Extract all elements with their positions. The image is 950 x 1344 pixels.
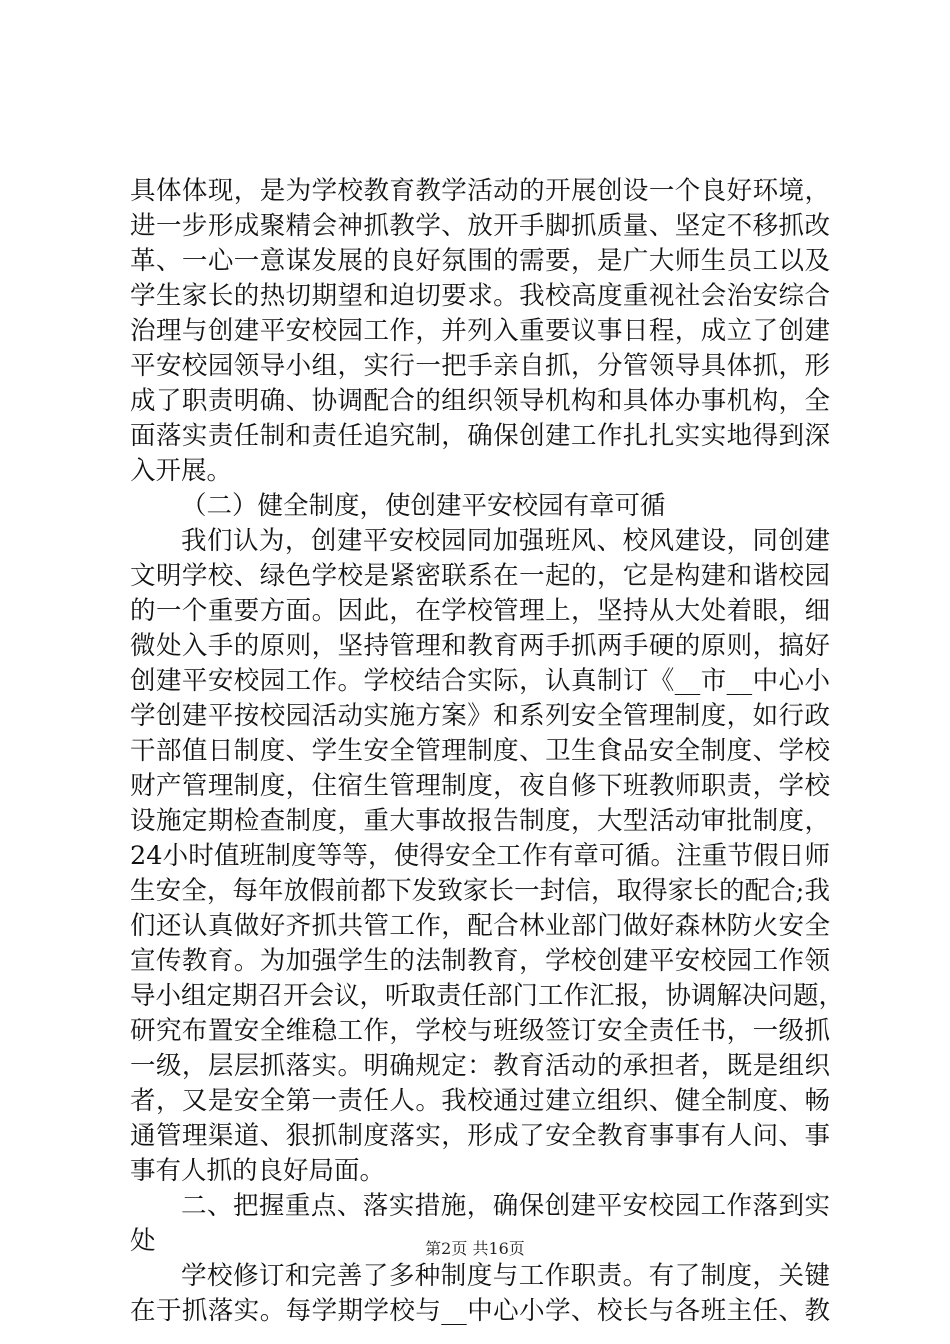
text-line: 导小组定期召开会议，听取责任部门工作汇报，协调解决问题， bbox=[130, 981, 845, 1011]
text-line: 学生家长的热切期望和迫切要求。我校高度重视社会治安综合 bbox=[130, 281, 830, 311]
text-line: 文明学校、绿色学校是紧密联系在一起的，它是构建和谐校园 bbox=[130, 561, 830, 591]
text-line: 一级，层层抓落实。明确规定：教育活动的承担者，既是组织 bbox=[130, 1051, 830, 1081]
section-heading: （二）健全制度，使创建平安校园有章可循 bbox=[181, 491, 666, 521]
text-line: 学创建平按校园活动实施方案》和系列安全管理制度，如行政 bbox=[130, 701, 830, 731]
text-line: 24小时值班制度等等，使得安全工作有章可循。注重节假日师 bbox=[130, 841, 830, 871]
page-number-footer: 第2页 共16页 bbox=[425, 1239, 525, 1258]
text-line: 革、一心一意谋发展的良好氛围的需要，是广大师生员工以及 bbox=[130, 246, 830, 276]
text-line: 进一步形成聚精会神抓教学、放开手脚抓质量、坚定不移抓改 bbox=[130, 211, 830, 241]
text-line: 创建平安校园工作。学校结合实际，认真制订《__市__中心小 bbox=[130, 666, 830, 696]
text-line: 的一个重要方面。因此，在学校管理上，坚持从大处着眼，细 bbox=[130, 596, 830, 626]
text-line: 具体体现，是为学校教育教学活动的开展创设一个良好环境， bbox=[130, 176, 830, 206]
text-line: 者，又是安全第一责任人。我校通过建立组织、健全制度、畅 bbox=[130, 1086, 830, 1116]
text-line: 财产管理制度，住宿生管理制度，夜自修下班教师职责，学校 bbox=[130, 771, 830, 801]
text-line: 干部值日制度、学生安全管理制度、卫生食品安全制度、学校 bbox=[130, 736, 830, 766]
text-line: 研究布置安全维稳工作，学校与班级签订安全责任书，一级抓 bbox=[130, 1016, 830, 1046]
text-line: 平安校园领导小组，实行一把手亲自抓，分管领导具体抓，形 bbox=[130, 351, 830, 381]
text-line: 我们认为，创建平安校园同加强班风、校风建设，同创建 bbox=[181, 526, 830, 556]
text-line: 通管理渠道、狠抓制度落实，形成了安全教育事事有人问、事 bbox=[130, 1121, 830, 1151]
text-line: 们还认真做好齐抓共管工作，配合林业部门做好森林防火安全 bbox=[130, 911, 830, 941]
document-body bbox=[130, 174, 845, 1329]
text-line: 成了职责明确、协调配合的组织领导机构和具体办事机构，全 bbox=[130, 386, 830, 416]
text-line: 在于抓落实。每学期学校与__中心小学、校长与各班主任、教 bbox=[130, 1296, 830, 1326]
text-line: 入开展。 bbox=[130, 456, 233, 486]
text-line: 微处入手的原则，坚持管理和教育两手抓两手硬的原则，搞好 bbox=[130, 631, 830, 661]
text-line: 宣传教育。为加强学生的法制教育，学校创建平安校园工作领 bbox=[130, 946, 830, 976]
text-line: 学校修订和完善了多种制度与工作职责。有了制度，关键 bbox=[181, 1261, 830, 1291]
text-line: 治理与创建平安校园工作，并列入重要议事日程，成立了创建 bbox=[130, 316, 830, 346]
text-line: 生安全，每年放假前都下发致家长一封信，取得家长的配合;我 bbox=[130, 876, 830, 906]
text-line: 事有人抓的良好局面。 bbox=[130, 1156, 386, 1186]
section-heading: 二、把握重点、落实措施，确保创建平安校园工作落到实 bbox=[181, 1191, 830, 1221]
section-heading: 处 bbox=[130, 1226, 156, 1256]
text-line: 设施定期检查制度，重大事故报告制度，大型活动审批制度， bbox=[130, 806, 830, 836]
text-line: 面落实责任制和责任追究制，确保创建工作扎扎实实地得到深 bbox=[130, 421, 830, 451]
